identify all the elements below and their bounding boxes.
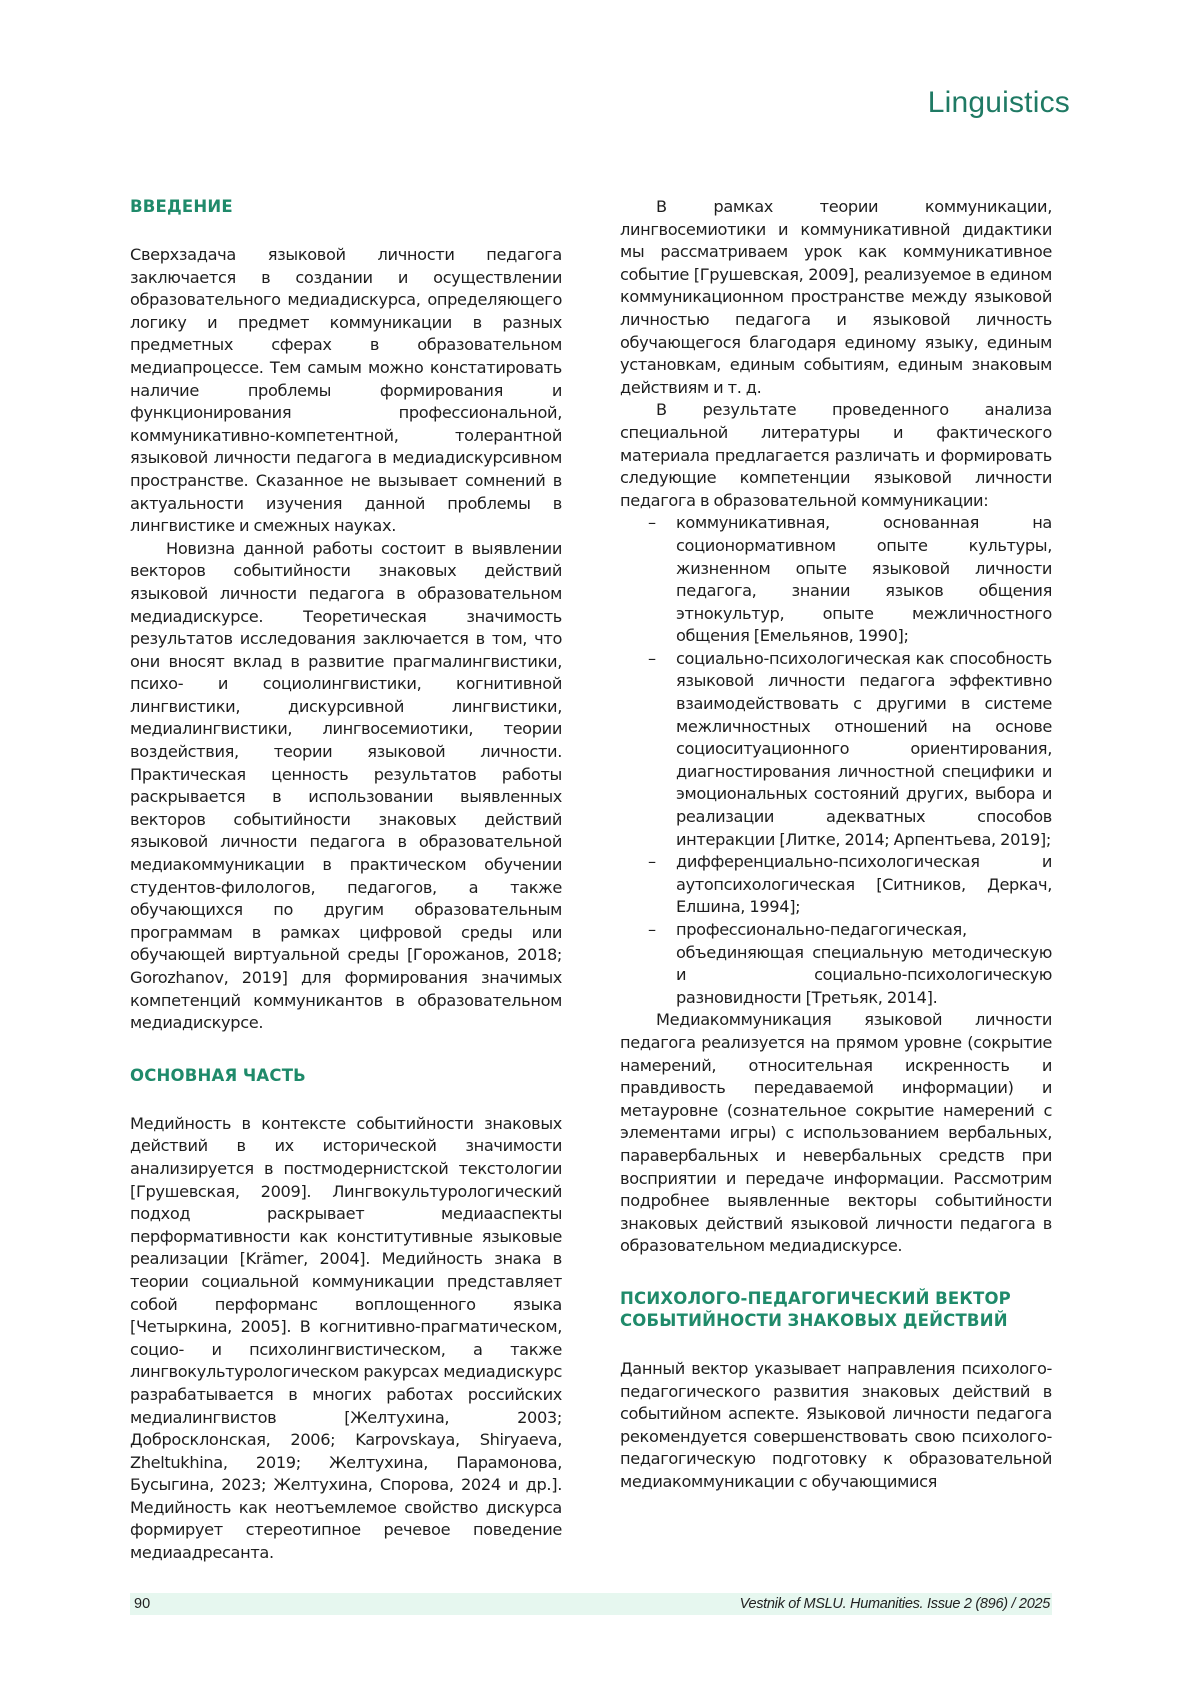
right-paragraph-2: В результате проведенного анализа специальной литературы и фактического материала предлагается различать и формировать следующие компетенции языковой личности педагога в образовательной коммуникации:: [620, 400, 1052, 510]
competency-item: – коммуникативная, основанная на соционормативном опыте культуры, жизненном опыте языковой личности педагога, знании языков общения этнокультур, опыте межличностного общения [Емельянов, 1990];: [676, 512, 1052, 648]
vector-heading: ПСИХОЛОГО-ПЕДАГОГИЧЕСКИЙ ВЕКТОР СОБЫТИЙНОСТИ ЗНАКОВЫХ ДЕЙСТВИЙ: [620, 1288, 1011, 1330]
page-number: 90: [134, 1596, 151, 1612]
journal-citation: Vestnik of MSLU. Humanities. Issue 2 (896) / 2025: [739, 1596, 1050, 1612]
main-paragraph-1: Медийность в контексте событийности знаковых действий в их исторической значимости анализируется в постмодернистской текстологии [Грушевская, 2009]. Лингвокультурологический подход раскрывает медиааспекты перформативности как конститутивные языковые реализации [Krämer, 2004]. Медийность знака в теории социальной коммуникации представляет собой перформанс воплощенного языка [Четыркина, 2005]. В когнитивно-прагматическом, социо- и психолингвистическом, а также лингвокультурологическом ракурсах медиадискурс разрабатывается в многих работах российских медиалингвистов [Желтухина, 2003; Добросклонская, 2006; Karpovskaya, Shiryaeva, Zheltukhina, 2019; Желтухина, Парамонова, Бусыгина, 2023; Желтухина, Спорова, 2024 и др.]. Медийность как неотъемлемое свойство дискурса формирует стереотипное речевое поведение медиаадресанта.: [130, 1113, 562, 1563]
left-column: [130, 196, 562, 1565]
page-footer: [130, 1593, 1052, 1615]
competency-item: – социально-психологическая как способность языковой личности педагога эффективно взаимодействовать с другими в системе межличностных отношений на основе социоситуационного ориентирования, диагностирования личностной специфики и эмоциональных состояний других, выбора и реализации адекватных способов интеракции [Литке, 2014; Арпентьева, 2019];: [676, 648, 1052, 851]
right-paragraph-3: Медиакоммуникация языковой личности педагога реализуется на прямом уровне (сокрытие намерений, относительная искренность и правдивость передаваемой информации) и метауровне (сознательное сокрытие намерений с элементами игры) с использованием вербальных, паравербальных и невербальных средств при восприятии и передаче информации. Рассмотрим подробнее выявленные векторы событийности знаковых действий языковой личности педагога в образовательном медиадискурсе.: [620, 1010, 1052, 1256]
intro-paragraph-2: Новизна данной работы состоит в выявлении векторов событийности знаковых действий языковой личности педагога в образовательном медиадискурсе. Теоретическая значимость результатов исследования заключается в том, что они вносят вклад в развитие прагмалингвистики, психо- и социолингвистики, когнитивной лингвистики, дискурсивной лингвистики, медиалингвистики, лингвосемиотики, теории воздействия, теории языковой личности. Практическая ценность результатов работы раскрывается в использовании выявленных векторов событийности знаковых действий языковой личности педагога в образовательной медиакоммуникации в практическом обучении студентов-филологов, педагогов, а также обучающихся по другим образовательным программам в рамках цифровой среды или обучающей виртуальной среды [Горожанов, 2018; Gorozhanov, 2019] для формирования значимых компетенций коммуникантов в образовательном медиадискурсе.: [130, 538, 562, 1033]
main-part-heading: ОСНОВНАЯ ЧАСТЬ: [130, 1065, 306, 1085]
intro-paragraph-1: Сверхзадача языковой личности педагога заключается в создании и осуществлении образовательного медиадискурса, определяющего логику и предмет коммуникации в разных предметных сферах в образовательном медиапроцессе. Тем самым можно констатировать наличие проблемы формирования и функционирования профессиональной, коммуникативно-компетентной, толерантной языковой личности педагога в медиадискурсивном пространстве. Сказанное не вызывает сомнений в актуальности изучения данной проблемы в лингвистике и смежных науках.: [130, 245, 562, 536]
competency-item: – профессионально-педагогическая, объединяющая специальную методическую и социально-психологическую разновидности [Третьяк, 2014].: [676, 919, 1052, 1009]
right-column: [620, 196, 1052, 1493]
competency-item: – дифференциально-психологическая и аутопсихологическая [Ситников, Деркач, Елшина, 1994];: [676, 851, 1052, 919]
competencies-list: [620, 512, 1052, 1009]
section-label: Linguistics: [927, 86, 1070, 119]
intro-heading: ВВЕДЕНИЕ: [130, 197, 233, 216]
right-paragraph-1: В рамках теории коммуникации, лингвосемиотики и коммуникативной дидактики мы рассматриваем урок как коммуникативное событие [Грушевская, 2009], реализуемое в едином коммуникационном пространстве между языковой личностью педагога и языковой личность обучающегося благодаря единому языку, единым установкам, единым событиям, единым знаковым действиям и т. д.: [620, 197, 1052, 397]
vector-paragraph: Данный вектор указывает направления психолого-педагогического развития знаковых действий в событийном аспекте. Языковой личности педагога рекомендуется совершенствовать свою психолого-педагогическую подготовку к образовательной медиакоммуникации с обучающимися: [620, 1358, 1052, 1491]
